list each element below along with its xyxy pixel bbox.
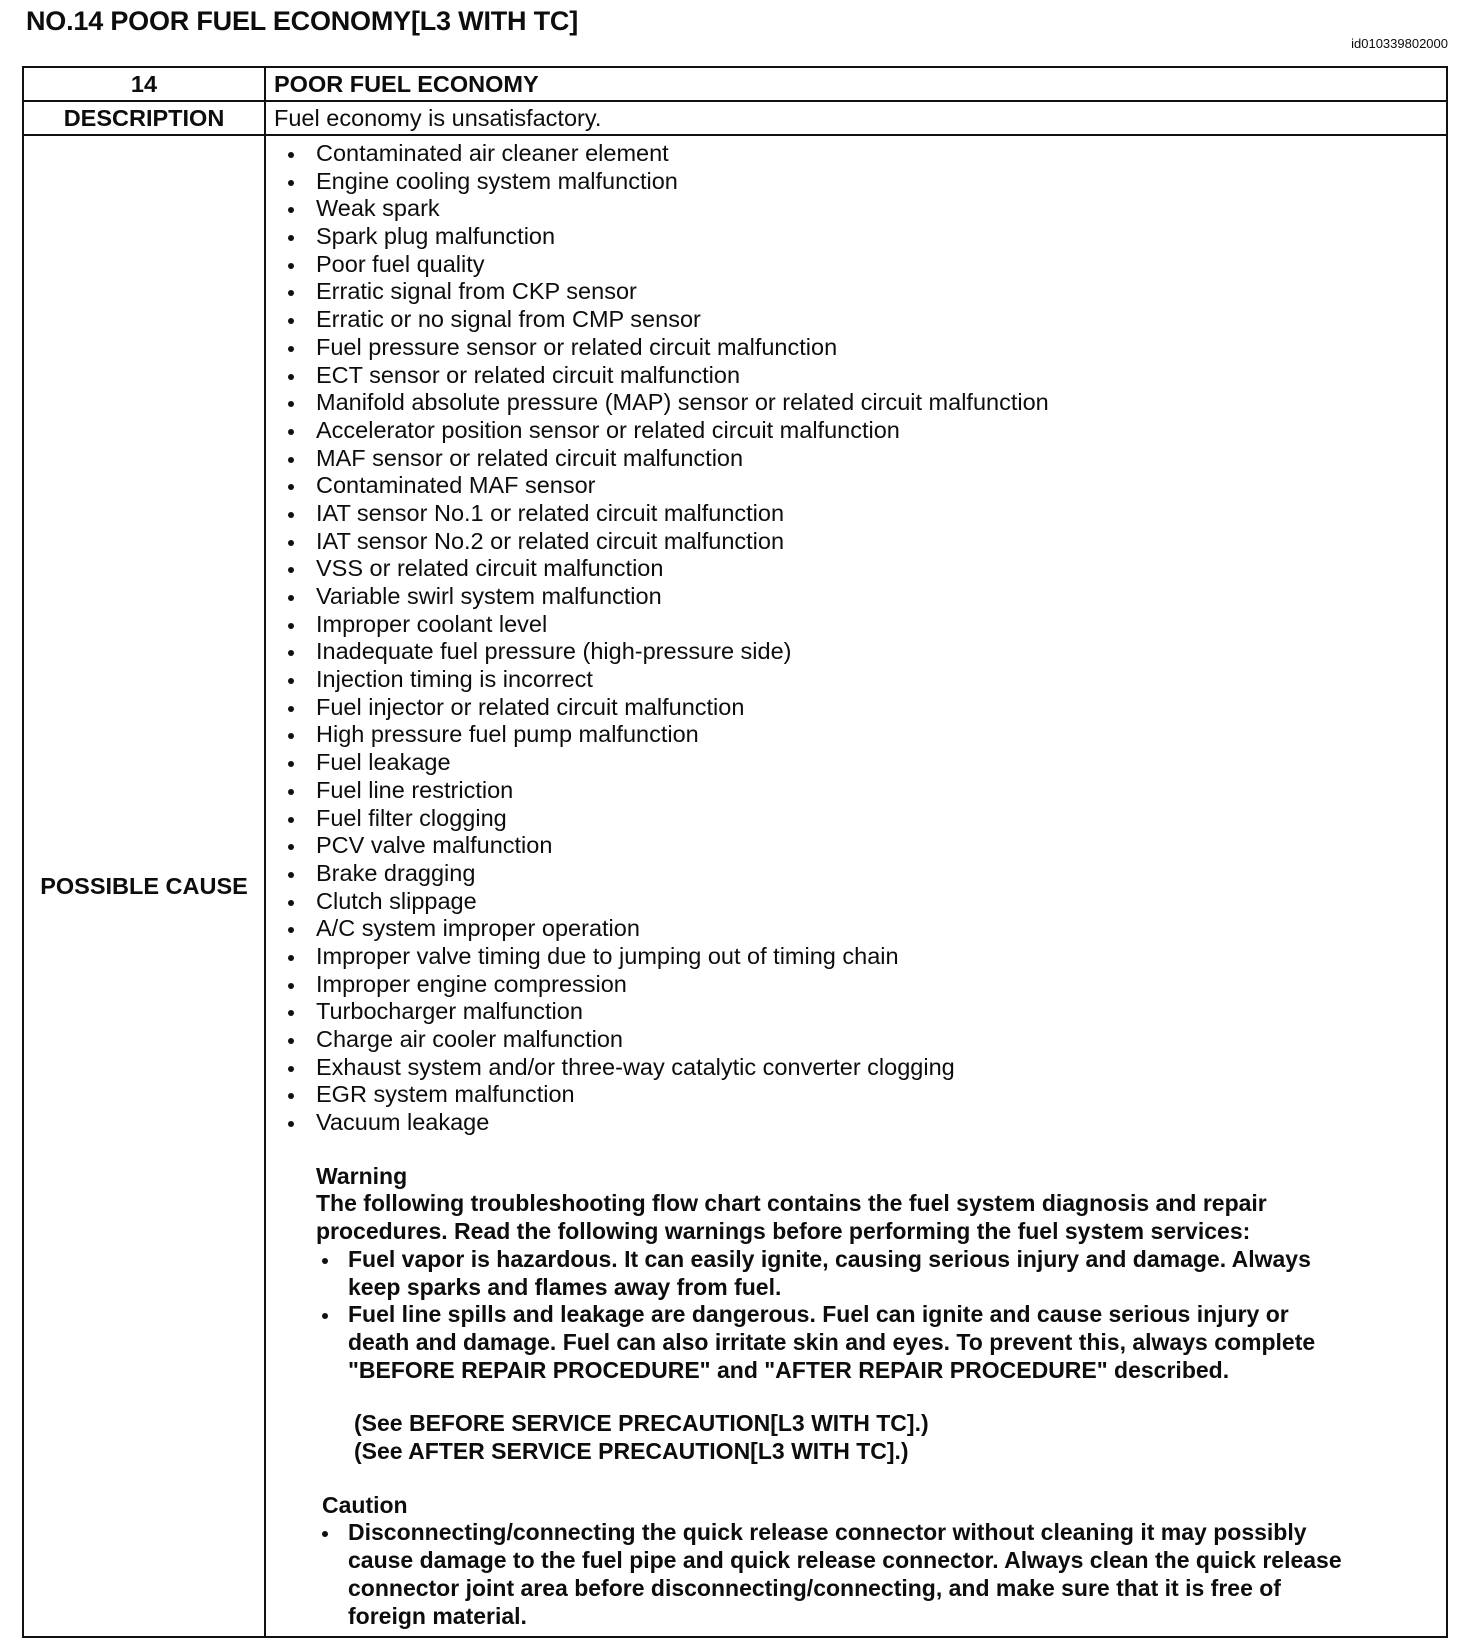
cause-item: Spark plug malfunction (282, 223, 1426, 251)
warning-block (316, 1190, 1426, 1465)
cause-item: Turbocharger malfunction (282, 998, 1426, 1026)
cause-item: Improper valve timing due to jumping out of timing chain (282, 943, 1426, 971)
cause-item: PCV valve malfunction (282, 832, 1426, 860)
cause-item: Accelerator position sensor or related circuit malfunction (282, 417, 1426, 445)
warning-item-line: Fuel vapor is hazardous. It can easily ignite, causing serious injury and damage. Always (348, 1245, 1311, 1272)
caution-item-line: cause damage to the fuel pipe and quick release connector. Always clean the quick release (348, 1547, 1342, 1574)
cause-item: Contaminated air cleaner element (282, 140, 1426, 168)
cause-item: Variable swirl system malfunction (282, 583, 1426, 611)
cause-item: Clutch slippage (282, 888, 1426, 916)
possible-cause-cell (265, 135, 1447, 1637)
description-row (23, 101, 1447, 135)
cause-item: Improper engine compression (282, 971, 1426, 999)
possible-cause-row (23, 135, 1447, 1637)
cause-item: IAT sensor No.1 or related circuit malfunction (282, 500, 1426, 528)
cause-item: Vacuum leakage (282, 1109, 1426, 1137)
cause-item: High pressure fuel pump malfunction (282, 721, 1426, 749)
cause-item: MAF sensor or related circuit malfunction (282, 445, 1426, 473)
cause-item: Fuel pressure sensor or related circuit malfunction (282, 334, 1426, 362)
cause-item: Improper coolant level (282, 611, 1426, 639)
cause-item: Erratic or no signal from CMP sensor (282, 306, 1426, 334)
caution-item-line: foreign material. (348, 1602, 527, 1629)
warning-item-line: keep sparks and flames away from fuel. (348, 1273, 782, 1300)
cause-item: A/C system improper operation (282, 915, 1426, 943)
caution-item-line: Disconnecting/connecting the quick release connector without cleaning it may possibly (348, 1519, 1307, 1546)
possible-cause-label: POSSIBLE CAUSE (23, 135, 265, 1637)
caution-list (316, 1519, 1426, 1630)
reference-links (354, 1410, 1426, 1465)
description-text: Fuel economy is unsatisfactory. (265, 101, 1447, 135)
table-header-row (23, 67, 1447, 101)
cause-item: Fuel injector or related circuit malfunction (282, 694, 1426, 722)
cause-item: Engine cooling system malfunction (282, 168, 1426, 196)
warning-item-line: "BEFORE REPAIR PROCEDURE" and "AFTER REPAIR PROCEDURE" described. (348, 1356, 1230, 1383)
cause-item: Exhaust system and/or three-way catalytic converter clogging (282, 1054, 1426, 1082)
symptom-number: 14 (23, 67, 265, 101)
cause-item: Inadequate fuel pressure (high-pressure side) (282, 638, 1426, 666)
cause-item: IAT sensor No.2 or related circuit malfunction (282, 528, 1426, 556)
see-after-service-link[interactable]: (See AFTER SERVICE PRECAUTION[L3 WITH TC].) (354, 1438, 909, 1465)
cause-item: EGR system malfunction (282, 1081, 1426, 1109)
caution-title: Caution (322, 1491, 408, 1518)
warning-item (316, 1301, 1426, 1384)
troubleshooting-table (22, 66, 1448, 1638)
cause-item: Contaminated MAF sensor (282, 472, 1426, 500)
cause-item: VSS or related circuit malfunction (282, 555, 1426, 583)
document-id: id010339802000 (1351, 36, 1448, 51)
cause-item: Brake dragging (282, 860, 1426, 888)
cause-item: Injection timing is incorrect (282, 666, 1426, 694)
see-before-service-link[interactable]: (See BEFORE SERVICE PRECAUTION[L3 WITH TC].) (354, 1410, 929, 1437)
warning-item-line: death and damage. Fuel can also irritate skin and eyes. To prevent this, always complete (348, 1328, 1316, 1355)
caution-item-line: connector joint area before disconnecting/connecting, and make sure that it is free of (348, 1574, 1281, 1601)
warning-intro-line: procedures. Read the following warnings before performing the fuel system services: (316, 1218, 1251, 1245)
caution-item (316, 1519, 1426, 1630)
cause-item: Weak spark (282, 195, 1426, 223)
cause-list (282, 140, 1426, 1137)
cause-item: Fuel leakage (282, 749, 1426, 777)
description-label: DESCRIPTION (23, 101, 265, 135)
cause-item: ECT sensor or related circuit malfunction (282, 362, 1426, 390)
warning-item-line: Fuel line spills and leakage are dangerous. Fuel can ignite and cause serious injury or (348, 1301, 1289, 1328)
cause-item: Fuel line restriction (282, 777, 1426, 805)
cause-item: Erratic signal from CKP sensor (282, 278, 1426, 306)
cause-item: Poor fuel quality (282, 251, 1426, 279)
caution-block (316, 1519, 1426, 1630)
page-title: NO.14 POOR FUEL ECONOMY[L3 WITH TC] (26, 6, 579, 36)
cause-item: Fuel filter clogging (282, 805, 1426, 833)
cause-item: Charge air cooler malfunction (282, 1026, 1426, 1054)
symptom-title: POOR FUEL ECONOMY (265, 67, 1447, 101)
warning-intro-line: The following troubleshooting flow chart contains the fuel system diagnosis and repair (316, 1190, 1267, 1217)
warning-title: Warning (316, 1162, 408, 1189)
cause-item: Manifold absolute pressure (MAP) sensor or related circuit malfunction (282, 389, 1426, 417)
warning-item (316, 1246, 1426, 1301)
warning-list (316, 1246, 1426, 1385)
